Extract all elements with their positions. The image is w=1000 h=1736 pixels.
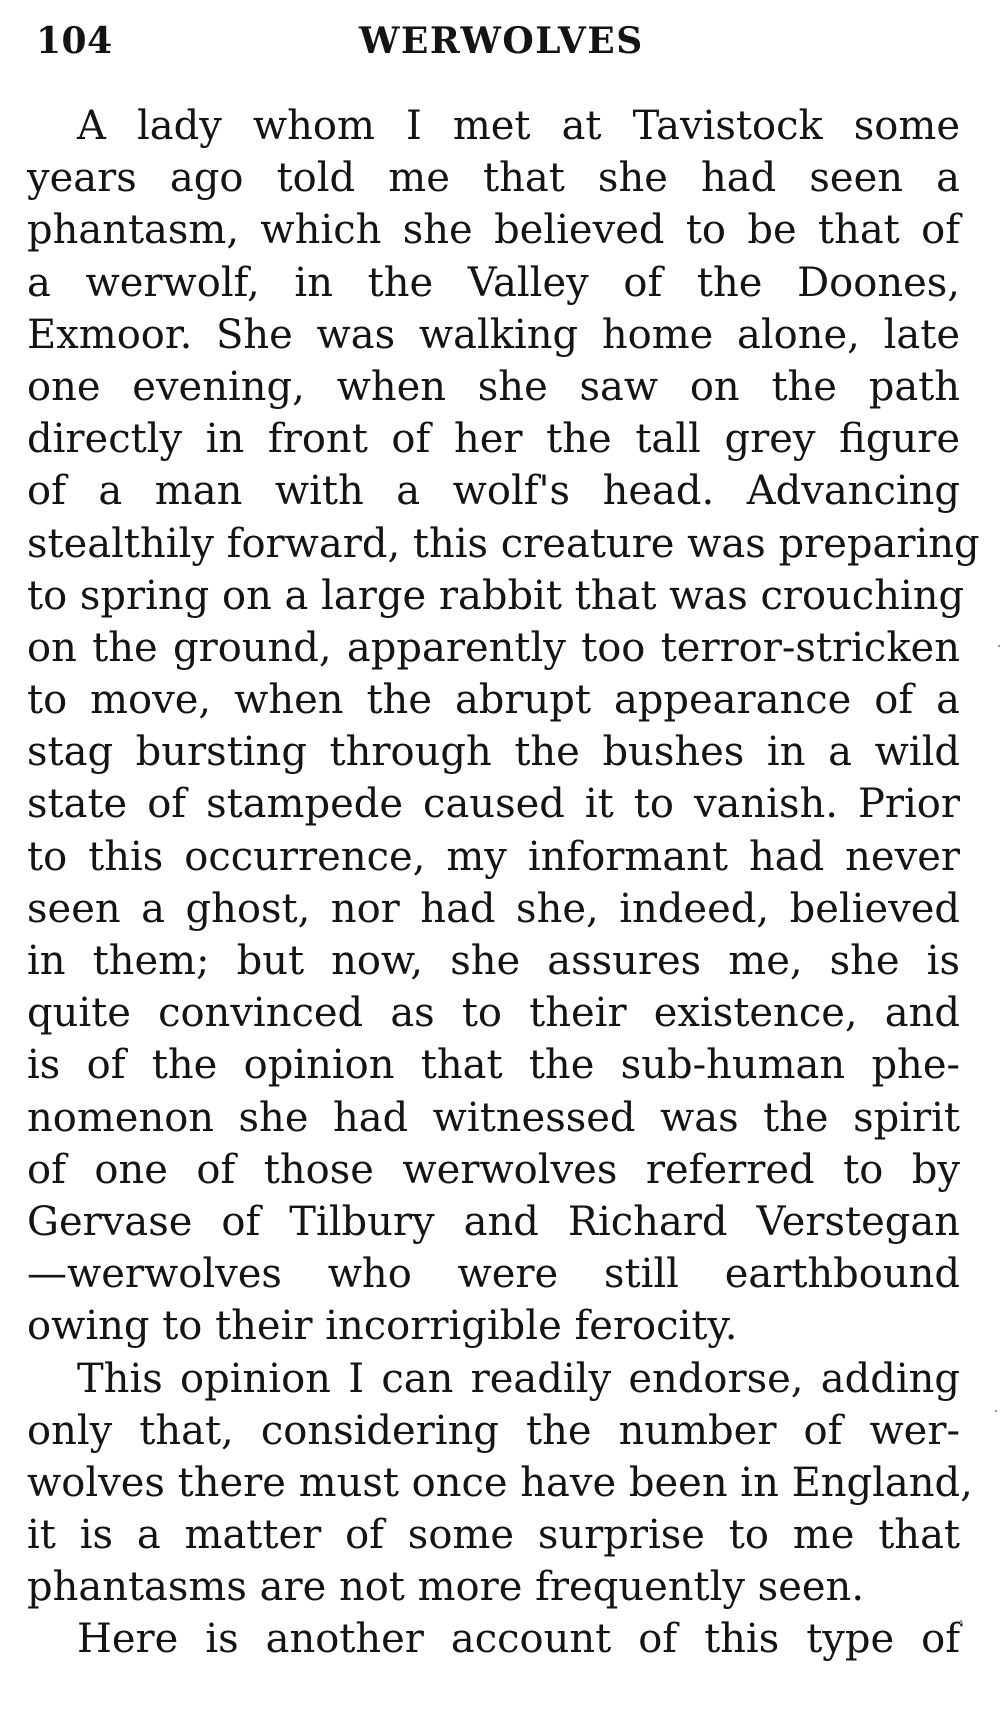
- text-line: in them; but now, she assures me, she is: [27, 938, 960, 984]
- text-line: nomenon she had witnessed was the spirit: [27, 1094, 960, 1141]
- text-line: quite convinced as to their existence, and: [27, 990, 960, 1037]
- text-line: to spring on a large rabbit that was crouching: [27, 572, 965, 619]
- text-line: This opinion I can readily endorse, adding: [77, 1355, 960, 1402]
- text-line: phantasms are not more frequently seen.: [27, 1564, 865, 1611]
- text-line: phantasm, which she believed to be that of: [27, 207, 960, 254]
- margin-speck: [960, 1620, 962, 1624]
- page-number: 104: [36, 20, 113, 62]
- text-line: seen a ghost, nor had she, indeed, believed: [27, 885, 960, 932]
- text-line: to this occurrence, my informant had never: [27, 833, 960, 880]
- margin-speck: [995, 1410, 997, 1412]
- text-line: to move, when the abrupt appearance of a: [27, 677, 960, 724]
- text-line: owing to their incorrigible ferocity.: [27, 1303, 738, 1350]
- text-line: Exmoor. She was walking home alone, late: [27, 311, 960, 358]
- text-line: it is a matter of some surprise to me that: [27, 1512, 960, 1559]
- text-line: —werwolves who were still earthbound: [27, 1251, 960, 1298]
- text-line: A lady whom I met at Tavistock some: [77, 103, 960, 149]
- text-line: on the ground, apparently too terror-stricken: [27, 624, 960, 671]
- text-line: Here is another account of this type of: [77, 1616, 960, 1663]
- text-line: of one of those werwolves referred to by: [27, 1146, 960, 1193]
- text-line: only that, considering the number of wer-: [27, 1407, 960, 1454]
- text-line: directly in front of her the tall grey figure: [27, 416, 960, 463]
- text-line: Gervase of Tilbury and Richard Verstegan: [27, 1198, 960, 1245]
- text-line: state of stampede caused it to vanish. Prior: [27, 781, 960, 828]
- text-line: stealthily forward, this creature was preparing: [27, 520, 980, 567]
- text-line: of a man with a wolf's head. Advancing: [27, 468, 960, 515]
- running-head: WERWOLVES: [359, 20, 644, 62]
- text-line: wolves there must once have been in England,: [27, 1459, 973, 1506]
- text-line: is of the opinion that the sub-human phe-: [27, 1042, 960, 1089]
- text-line: years ago told me that she had seen a: [27, 155, 960, 202]
- text-line: a werwolf, in the Valley of the Doones,: [27, 259, 960, 306]
- page-header: [22, 14, 957, 74]
- text-line: one evening, when she saw on the path: [27, 363, 960, 410]
- body-text: [27, 100, 980, 1666]
- text-line: stag bursting through the bushes in a wild: [27, 729, 960, 776]
